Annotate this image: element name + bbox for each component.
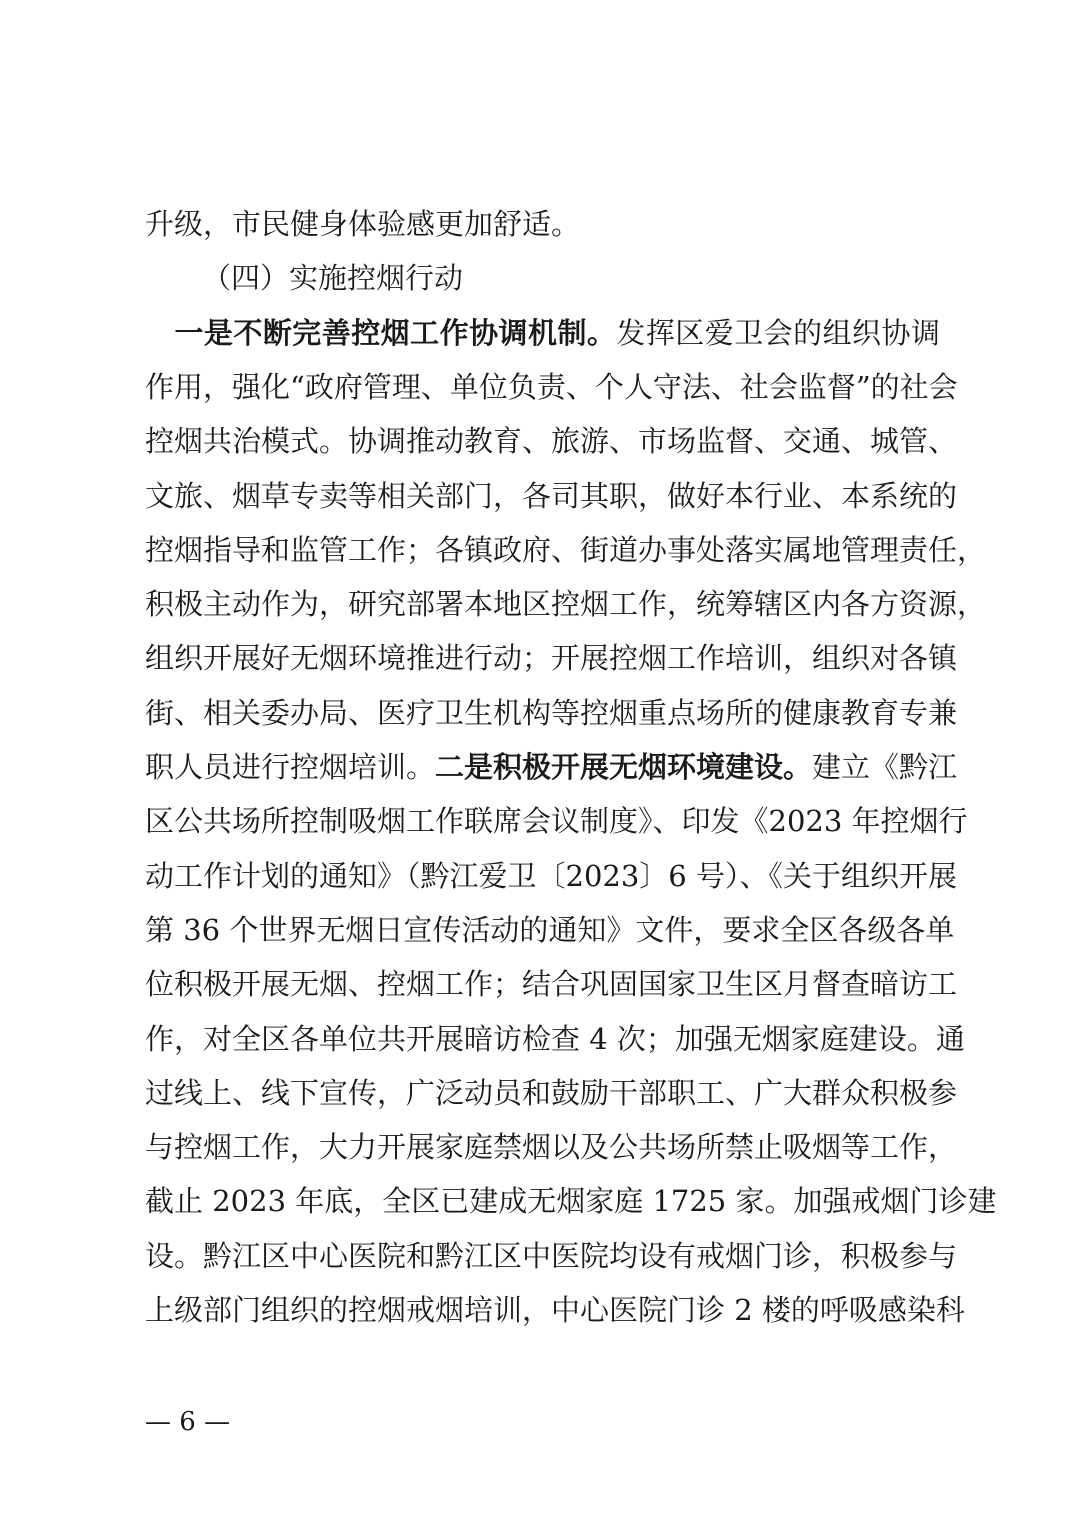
text-segment: 第 36 个世界无烟日宣传活动的通知》文件，要求全区各级各单 xyxy=(145,913,955,947)
text-line xyxy=(145,1181,997,1221)
text-segment: 组织开展好无烟环境推进行动；开展控烟工作培训，组织对各镇 xyxy=(145,641,958,675)
text-segment: 上级部门组织的控烟戒烟培训，中心医院门诊 2 楼的呼吸感染科 xyxy=(145,1293,965,1327)
text-line xyxy=(145,367,958,407)
text-segment: 作，对全区各单位共开展暗访检查 4 次；加强无烟家庭建设。通 xyxy=(145,1022,965,1056)
text-line xyxy=(145,1019,965,1059)
text-segment: 与控烟工作，大力开展家庭禁烟以及公共场所禁止吸烟等工作， xyxy=(145,1130,958,1164)
text-segment: 职人员进行控烟培训。 xyxy=(145,750,436,784)
text-segment: 位积极开展无烟、控烟工作；结合巩固国家卫生区月督查暗访工 xyxy=(145,967,958,1001)
text-segment: 升级，市民健身体验感更加舒适。 xyxy=(145,207,581,241)
text-segment: 文旅、烟草专卖等相关部门，各司其职，做好本行业、本系统的 xyxy=(145,479,958,513)
text-segment: 过线上、线下宣传，广泛动员和鼓励干部职工、广大群众积极参 xyxy=(145,1076,958,1110)
text-segment: （四）实施控烟行动 xyxy=(202,261,464,295)
text-line xyxy=(145,964,958,1004)
text-line xyxy=(145,638,958,678)
page-number: — 6 — xyxy=(145,1407,231,1437)
text-segment: 设。黔江区中心医院和黔江区中医院均设有戒烟门诊，积极参与 xyxy=(145,1239,958,1273)
text-line xyxy=(145,1073,958,1113)
text-segment: 发挥区爱卫会的组织协调 xyxy=(616,316,940,350)
bold-lead-phrase: 一是不断完善控烟工作协调机制。 xyxy=(145,316,617,350)
text-line xyxy=(145,584,987,624)
text-line xyxy=(145,204,940,244)
text-segment: 区公共场所控制吸烟工作联席会议制度》、印发《2023 年控烟行 xyxy=(145,804,968,838)
text-segment: 动工作计划的通知》（黔江爱卫〔2023〕6 号）、《关于组织开展 xyxy=(145,859,957,893)
text-line xyxy=(145,856,957,896)
text-line xyxy=(145,530,987,570)
text-segment: 截止 2023 年底，全区已建成无烟家庭 1725 家。加强戒烟门诊建 xyxy=(145,1184,997,1218)
text-segment: 控烟指导和监管工作；各镇政府、街道办事处落实属地管理责任， xyxy=(145,533,987,567)
section-heading xyxy=(202,258,802,298)
text-line xyxy=(145,693,958,733)
text-line xyxy=(145,1290,965,1330)
text-line xyxy=(145,747,958,787)
text-line xyxy=(145,910,955,950)
text-line xyxy=(145,476,958,516)
text-segment: 建立《黔江 xyxy=(812,750,958,784)
text-segment: 作用，强化“政府管理、单位负责、个人守法、社会监督”的社会 xyxy=(145,370,958,404)
text-line xyxy=(145,1127,958,1167)
text-line xyxy=(145,801,968,841)
text-segment: 街、相关委办局、医疗卫生机构等控烟重点场所的健康教育专兼 xyxy=(145,696,958,730)
text-line xyxy=(145,421,958,461)
text-line xyxy=(145,1236,958,1276)
text-line xyxy=(145,313,940,353)
text-segment: 积极主动作为，研究部署本地区控烟工作，统筹辖区内各方资源， xyxy=(145,587,987,621)
text-segment: 控烟共治模式。协调推动教育、旅游、市场监督、交通、城管、 xyxy=(145,424,958,458)
bold-lead-phrase: 二是积极开展无烟环境建设。 xyxy=(435,750,813,784)
